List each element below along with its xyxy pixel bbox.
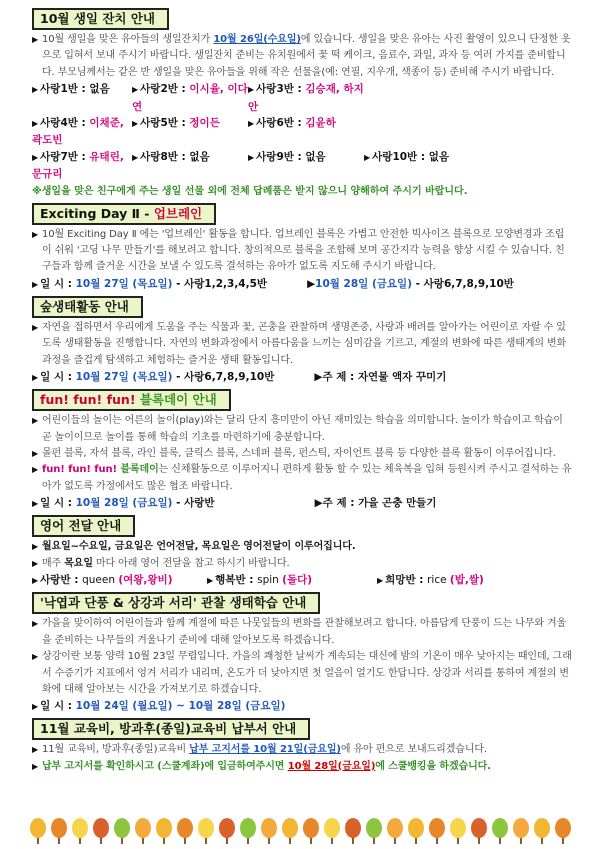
paragraph: ▶ 매주 목요일 마다 아래 영어 전달을 참고 하시기 바랍니다. xyxy=(32,556,572,572)
tree-crown xyxy=(240,818,256,838)
block-day-section xyxy=(32,389,572,512)
tuition-section xyxy=(32,718,572,775)
paragraph: ▶ 월요일~수요일, 금요일은 언어전달, 목요일은 영어전달이 이루어집니다. xyxy=(32,539,572,555)
paragraph: ▶ 11월 교육비, 방과후(종일)교육비 납부 고지서를 10월 21일(금요일)에 유아 편으로 보내드리겠습니다. xyxy=(32,742,572,758)
tree-crown xyxy=(555,818,571,838)
paragraph: ▶ 10월 생일을 맞은 유아들의 생일잔치가 10월 26일(수요일)에 있습니다. 생일을 맞은 유아는 사진 촬영이 있으니 단정한 옷으로 입혀서 보내 주시기 바랍니다. 생일잔치 준비는 유치원에서 꽃 떡 케이크, 음료수, 과일, 과자 등 여러 가지를 준비합니다. 부모님께서는 같은 반 생일을 맞은 유아들을 위해 작은 선물을(예: 연필, 지우개, 색종이 등) 준비해 주시기 바랍니다. xyxy=(32,32,572,81)
tree-crown xyxy=(471,818,487,838)
paragraph: ▶ 가을을 맞이하여 어린이들과 함께 계절에 따른 나뭇잎들의 변화를 관찰해보려고 합니다. 아름답게 단풍이 드는 나무와 겨울을 준비하는 나무들의 겨울나기 준비에 대해 알아보도록 하겠습니다. xyxy=(32,616,572,649)
date-row: ▶ 일 시 : 10월 28일 (금요일) - 사랑반 ▶주 제 : 가을 곤충 만들기 xyxy=(32,495,572,512)
tree-crown xyxy=(534,818,550,838)
english-item: ▶ 희망반 : rice (밥,쌀) xyxy=(377,572,567,589)
section-title: 10월 생일 잔치 안내 xyxy=(32,8,169,30)
class-item: ▶ 사랑6반 : 김윤하 xyxy=(248,115,364,149)
tree-crown xyxy=(51,818,67,838)
class-item: ▶ 사랑10반 : 없음 xyxy=(364,149,564,183)
section-title: 숲생태활동 안내 xyxy=(32,296,143,318)
english-words xyxy=(32,572,572,589)
tree-crown xyxy=(366,818,382,838)
tree-crown xyxy=(261,818,277,838)
tree-crown xyxy=(429,818,445,838)
autumn-leaves-section xyxy=(32,592,572,715)
class-item: ▶ 사랑2반 : 이시율, 이다연 xyxy=(132,81,248,115)
paragraph: ▶ 10월 Exciting Day Ⅱ 에는 '업브레인' 활동을 합니다. 업브레인 블록은 가볍고 안전한 빅사이즈 블록으로 모양변경과 조립이 쉬워 '고딩 나무 만들기'를 해보려고 합니다. 창의적으로 블록을 조합해 보며 공간지각 능력을 향상 시킬 수 있습니다. 친구들과 함께 즐거운 시간을 보낼 수 있도록 결석하는 유아가 없도록 지도해 주시기 바랍니다. xyxy=(32,227,572,276)
section-title: Exciting Day Ⅱ - 업브레인 xyxy=(32,203,216,225)
section-title: 11월 교육비, 방과후(종일)교육비 납부서 안내 xyxy=(32,718,310,740)
paragraph: ▶ fun! fun! fun! 블록데이는 신체활동으로 이루어지니 편하게 활동 할 수 있는 체육복을 입혀 등원시켜 주시고 결석하는 유아가 없도록 가정에서도 많은 협조 바랍니다. xyxy=(32,462,572,495)
english-item: ▶ 행복반 : spin (돌다) xyxy=(207,572,377,589)
tree-crown xyxy=(408,818,424,838)
tree-crown xyxy=(303,818,319,838)
tree-crown xyxy=(156,818,172,838)
paragraph: ▶ 자연을 접하면서 우리에게 도움을 주는 식물과 꽃, 곤충을 관찰하며 생명존중, 사랑과 배려를 알아가는 어린이로 자랄 수 있도록 생태활동을 진행합니다. 자연의 변화과정에서 아름다움을 느끼는 심미감을 기르고, 계절의 변화에 따른 생태계의 변화과정을 즐겁게 탐색하고 체험하는 즐거운 생태 활동입니다. xyxy=(32,320,572,369)
tree-crown xyxy=(219,818,235,838)
birthday-class-list xyxy=(32,81,572,182)
date-row: ▶ 일 시 : 10월 24일 (월요일) ~ 10월 28일 (금요일) xyxy=(32,698,572,715)
tree-crown xyxy=(324,818,340,838)
date-row: ▶ 일 시 : 10월 27일 (목요일) - 사랑1,2,3,4,5반 ▶10월 28일 (금요일) - 사랑6,7,8,9,10반 xyxy=(32,276,572,293)
class-item: ▶ 사랑9반 : 없음 xyxy=(248,149,364,183)
english-section xyxy=(32,515,572,589)
newsletter-page xyxy=(32,8,572,778)
date-row: ▶ 일 시 : 10월 27일 (목요일) - 사랑6,7,8,9,10반 ▶주 제 : 자연물 액자 꾸미기 xyxy=(32,369,572,386)
tree-crown xyxy=(492,818,508,838)
tree-crown xyxy=(72,818,88,838)
birthday-section xyxy=(32,8,572,200)
paragraph: ▶ 상강이란 보통 양력 10월 23일 무렵입니다. 가을의 쾌청한 날씨가 계속되는 대신에 밤의 기온이 매우 낮아지는 때인데, 그래서 수증기가 지표에서 엉겨 서리가 내리며, 온도가 더 낮아지면 첫 얼음이 얼기도 한답니다. 상강과 서리를 통하여 계절의 변화에 대해 알아보는 시간을 가져보기로 하겠습니다. xyxy=(32,649,572,698)
section-title: '낙엽과 단풍 & 상강과 서리' 관찰 생태학습 안내 xyxy=(32,592,320,614)
tree-crown xyxy=(30,818,46,838)
tree-crown xyxy=(513,818,529,838)
autumn-trees-border xyxy=(30,817,575,845)
birthday-note: ※생일을 맞은 친구에게 주는 생일 선물 외에 전체 답례품은 받지 않으니 양해하여 주시기 바랍니다. xyxy=(32,185,468,197)
paragraph: ▶ 납부 고지서를 확인하시고 (스쿨계좌)에 입금하여주시면 10월 28일(금요일)에 스쿨뱅킹을 하겠습니다. xyxy=(32,759,572,775)
tree-crown xyxy=(177,818,193,838)
tree-crown xyxy=(345,818,361,838)
exciting-day-section xyxy=(32,203,572,293)
tree-crown xyxy=(282,818,298,838)
section-title: 영어 전달 안내 xyxy=(32,515,135,537)
paragraph: ▶ 어린이들의 놀이는 어른의 놀이(play)와는 달리 단지 흥미만이 아닌 재미있는 학습을 의미합니다. 놀이가 학습이고 학습이 곧 놀이이므로 놀이를 통해 학습의 기초를 마련하기에 충분합니다. xyxy=(32,413,572,446)
forest-ecology-section xyxy=(32,296,572,386)
tree-crown xyxy=(114,818,130,838)
class-item: ▶ 사랑1반 : 없음 xyxy=(32,81,132,115)
tree-crown xyxy=(387,818,403,838)
class-item: ▶ 사랑7반 : 유태린, 문규리 xyxy=(32,149,132,183)
class-item: ▶ 사랑4반 : 이채준, 곽도빈 xyxy=(32,115,132,149)
class-item: ▶ 사랑5반 : 정이든 xyxy=(132,115,248,149)
paragraph: ▶ 몰펀 블록, 자석 블록, 라인 블록, 클릭스 블록, 스네퍼 블록, 펀스틱, 자이언트 블록 등 다양한 블록 활동이 이루어집니다. xyxy=(32,446,572,462)
tree-crown xyxy=(450,818,466,838)
tree-crown xyxy=(93,818,109,838)
tree-crown xyxy=(135,818,151,838)
tree-crown xyxy=(198,818,214,838)
class-item: ▶ 사랑3반 : 김승재, 하지안 xyxy=(248,81,364,115)
section-title: fun! fun! fun! 블록데이 안내 xyxy=(32,389,231,411)
english-item: ▶ 사랑반 : queen (여왕,왕비) xyxy=(32,572,207,589)
class-item: ▶ 사랑8반 : 없음 xyxy=(132,149,248,183)
